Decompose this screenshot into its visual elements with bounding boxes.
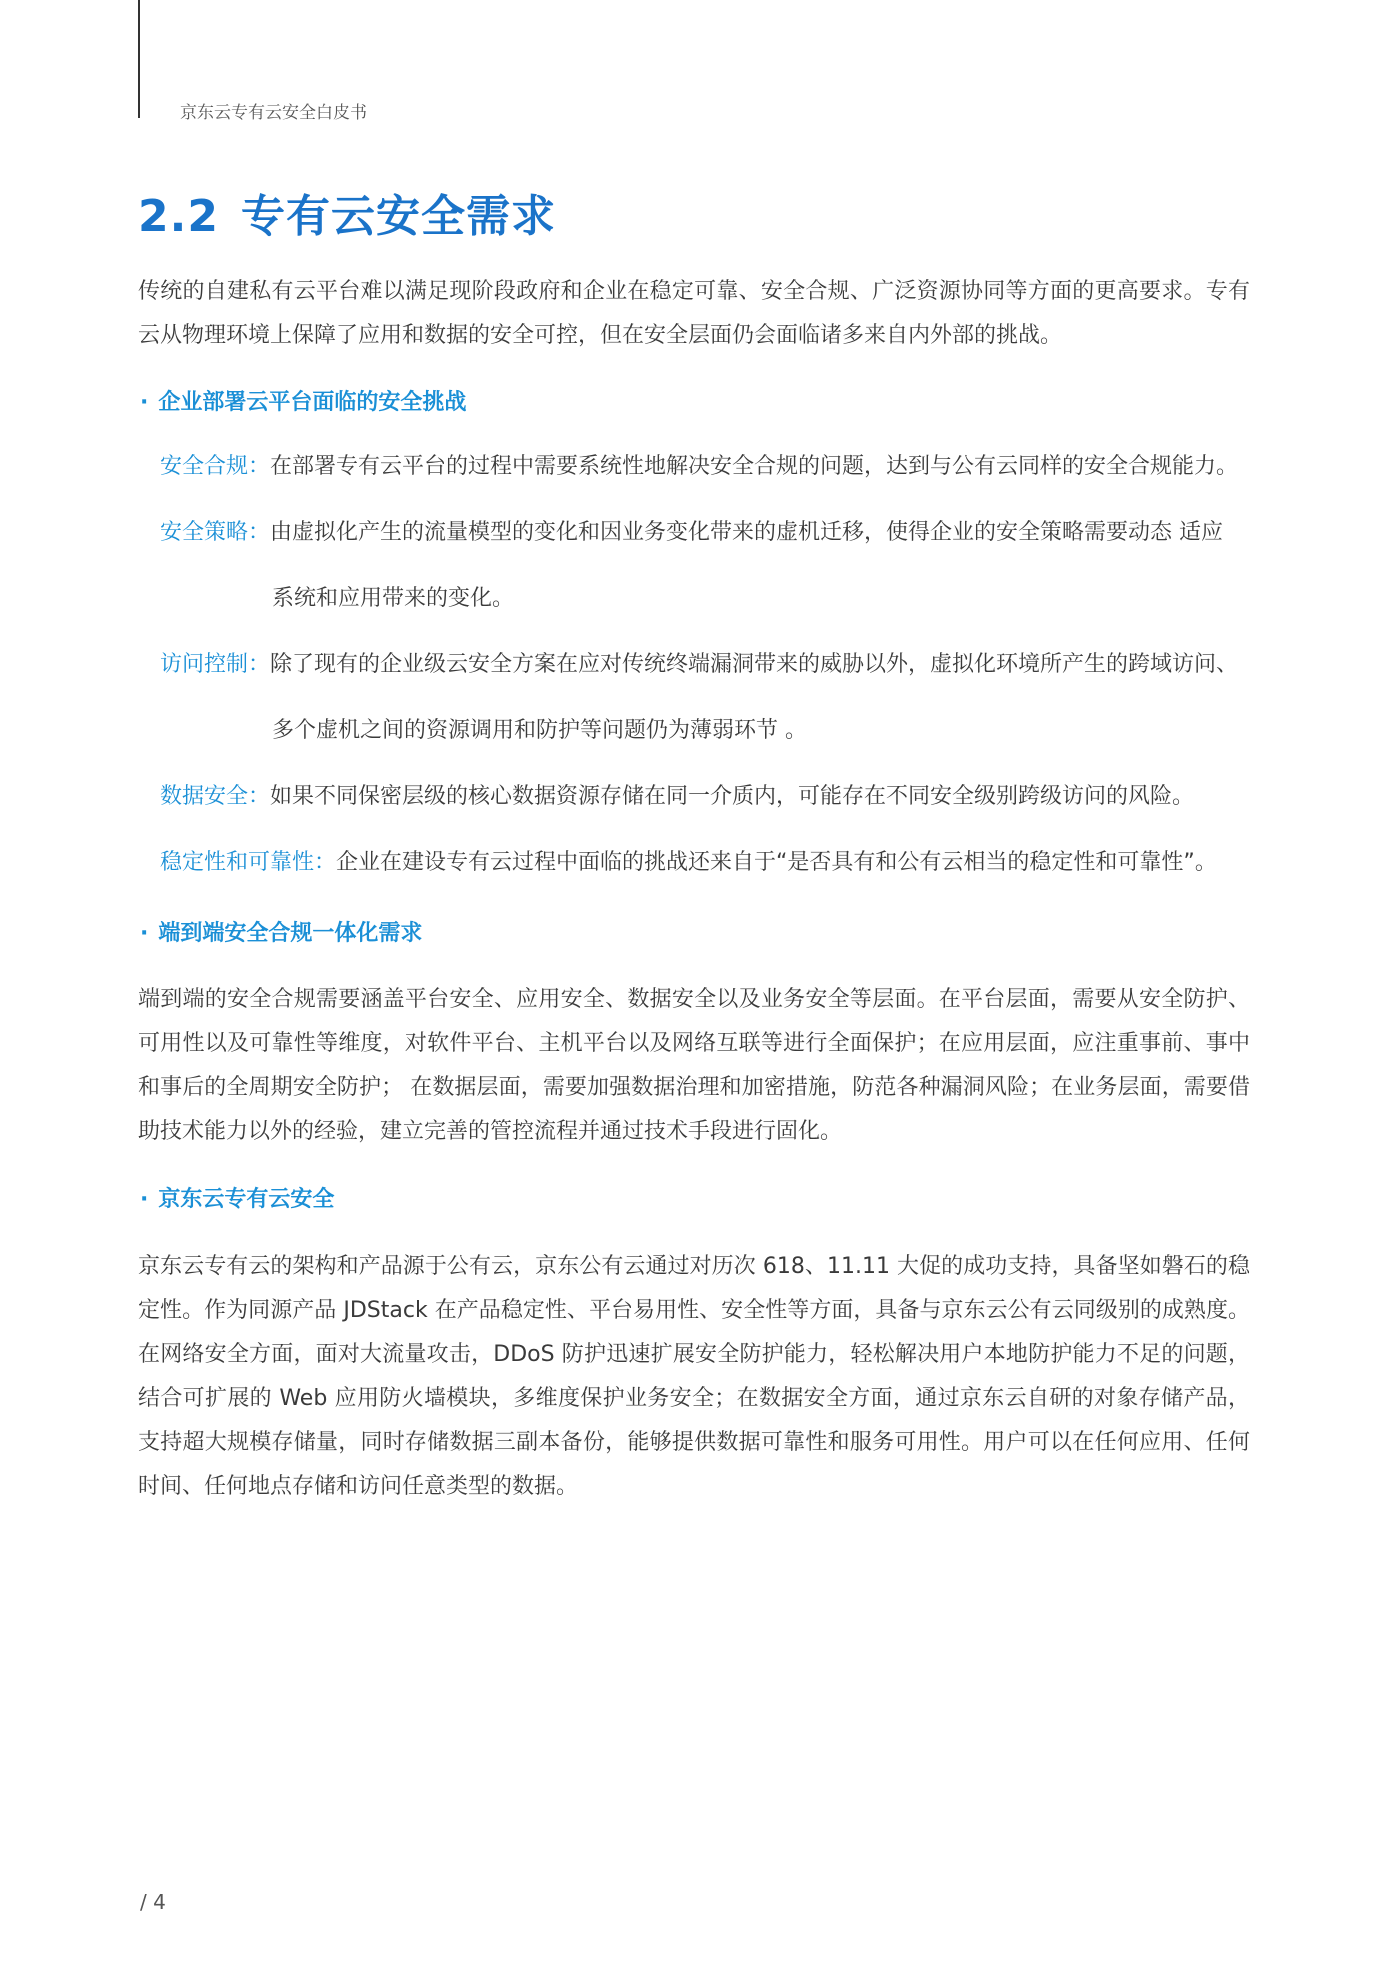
section-title-text: 专有云安全需求 — [240, 191, 556, 242]
challenge-text: 由虚拟化产生的流量模型的变化和因业务变化带来的虚机迁移，使得企业的安全策略需要动态 适应 — [270, 520, 1224, 545]
challenge-text-continued: 多个虚机之间的资源调用和防护等问题仍为薄弱环节 。 — [272, 718, 807, 743]
challenge-text: 企业在建设专有云过程中面临的挑战还来自于“是否具有和公有云相当的稳定性和可靠性”。 — [336, 850, 1217, 875]
challenge-item-policy — [160, 500, 1260, 566]
subsection-title: 端到端安全合规一体化需求 — [158, 921, 423, 946]
challenge-text-continued: 系统和应用带来的变化。 — [272, 586, 515, 611]
challenge-item-stability — [160, 830, 1260, 896]
challenge-text: 在部署专有云平台的过程中需要系统性地解决安全合规的问题，达到与公有云同样的安全合规能力。 — [270, 454, 1239, 479]
challenge-label: 安全策略： — [160, 520, 271, 545]
challenge-label: 安全合规： — [160, 454, 271, 479]
end-to-end-block — [138, 978, 1250, 1154]
bullet-dot: · — [140, 1187, 149, 1212]
jd-cloud-paragraph: 京东云专有云的架构和产品源于公有云，京东公有云通过对历次 618、11.11 大促的成功支持，具备坚如磐石的稳定性。作为同源产品 JDStack 在产品稳定性、平台易用性、安全性等方面，具备与京东云公有云同级别的成熟度。在网络安全方面，面对大流量攻击，DDoS 防护迅速扩展安全防护能力，轻松解决用户本地防护能力不足的问题，结合可扩展的 Web 应用防火墙模块，多维度保护业务安全；在数据安全方面，通过京东云自研的对象存储产品，支持超大规模存储量，同时存储数据三副本备份，能够提供数据可靠性和服务可用性。用户可以在任何应用、任何时间、任何地点存储和访问任意类型的数据。 — [138, 1254, 1250, 1499]
running-header: 京东云专有云安全白皮书 — [180, 103, 367, 123]
challenge-item-compliance — [160, 434, 1260, 500]
challenge-label: 数据安全： — [160, 784, 271, 809]
subsection-title: 企业部署云平台面临的安全挑战 — [158, 390, 467, 415]
bullet-dot: · — [140, 921, 149, 946]
bullet-dot: · — [140, 390, 149, 415]
section-number: 2.2 — [138, 191, 219, 242]
challenge-label: 访问控制： — [160, 652, 271, 677]
end-to-end-paragraph: 端到端的安全合规需要涵盖平台安全、应用安全、数据安全以及业务安全等层面。在平台层面，需要从安全防护、可用性以及可靠性等维度，对软件平台、主机平台以及网络互联等进行全面保护；在应用层面，应注重事前、事中和事后的全周期安全防护； 在数据层面，需要加强数据治理和加密措施，防范各种漏洞风险；在业务层面，需要借助技术能力以外的经验，建立完善的管控流程并通过技术手段进行固化。 — [138, 987, 1250, 1144]
section-title — [138, 180, 556, 244]
challenge-text: 如果不同保密层级的核心数据资源存储在同一介质内，可能存在不同安全级别跨级访问的风险。 — [270, 784, 1195, 809]
challenge-label: 稳定性和可靠性： — [160, 850, 337, 875]
challenge-text: 除了现有的企业级云安全方案在应对传统终端漏洞带来的威胁以外，虚拟化环境所产生的跨域访问、 — [270, 652, 1239, 677]
intro-block — [138, 270, 1250, 358]
subsection-title: 京东云专有云安全 — [158, 1187, 335, 1212]
subsection-heading-jd-cloud — [140, 1182, 334, 1213]
subsection-heading-end-to-end — [140, 916, 422, 947]
subsection-heading-challenges — [140, 385, 466, 416]
header-vertical-rule — [138, 0, 140, 118]
intro-paragraph: 传统的自建私有云平台难以满足现阶段政府和企业在稳定可靠、安全合规、广泛资源协同等方面的更高要求。专有云从物理环境上保障了应用和数据的安全可控，但在安全层面仍会面临诸多来自内外部的挑战。 — [138, 279, 1250, 348]
challenge-item-data-security — [160, 764, 1260, 830]
challenge-item-access-control — [160, 632, 1260, 698]
page-number: / 4 — [140, 1890, 166, 1914]
jd-cloud-block — [138, 1245, 1250, 1509]
